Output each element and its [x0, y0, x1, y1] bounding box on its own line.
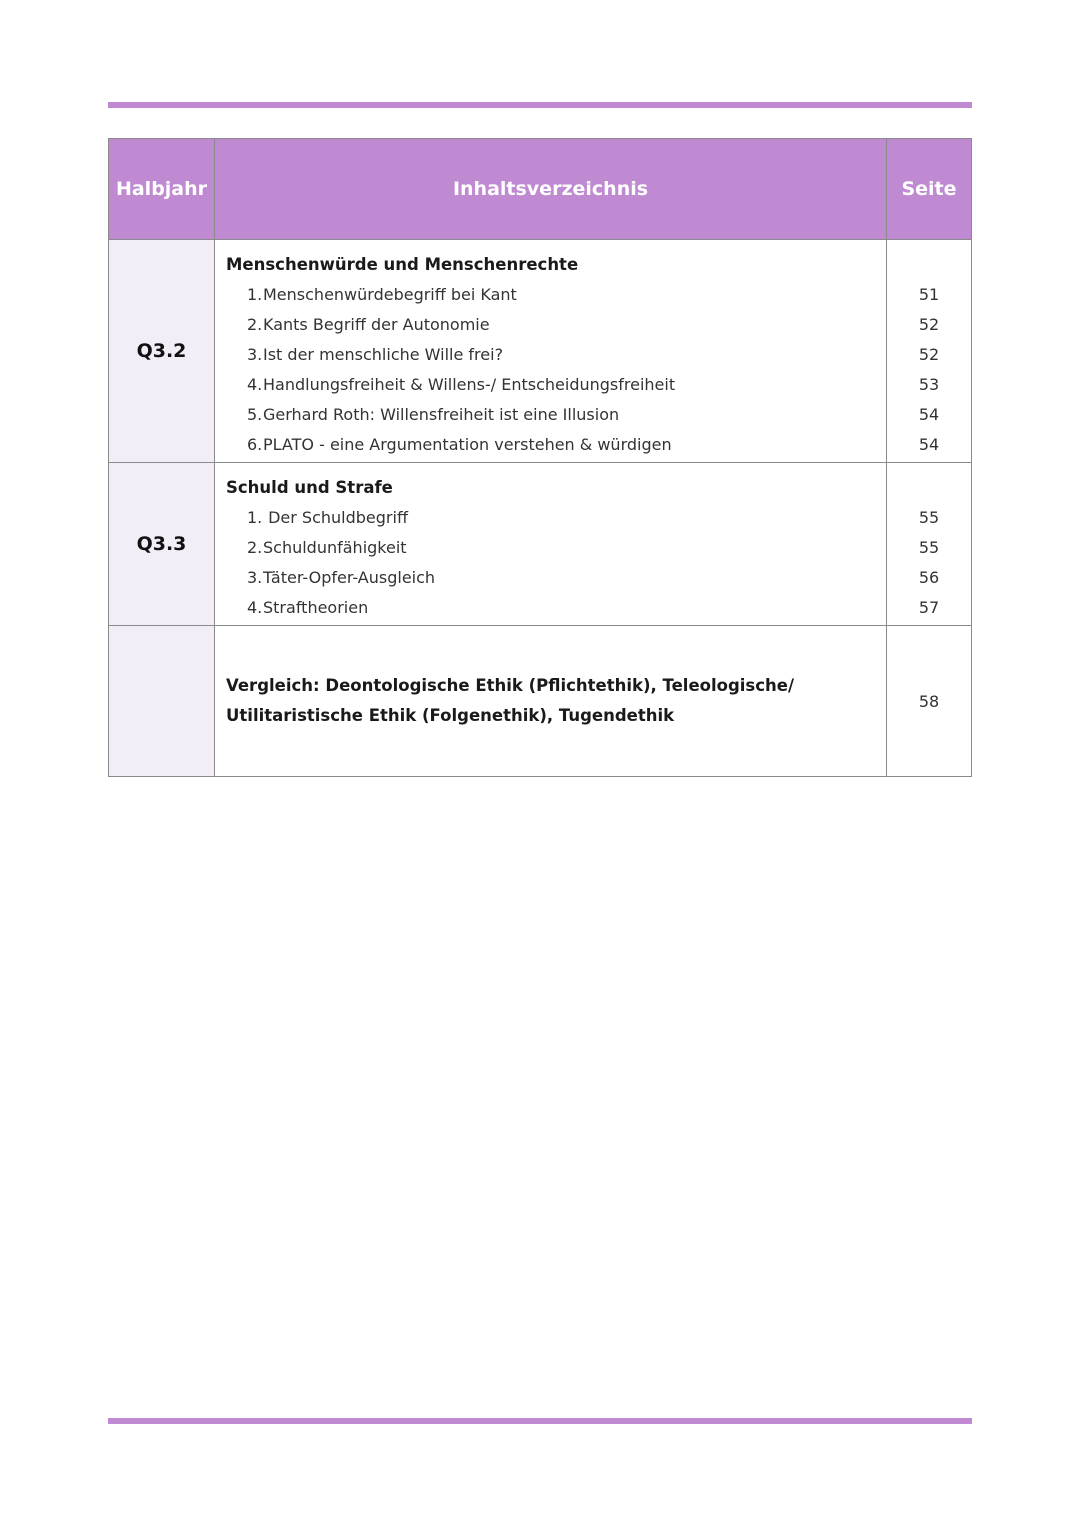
page-number: 52: [918, 315, 940, 334]
page-number: 54: [918, 405, 940, 424]
section-title: Menschenwürde und Menschenrechte: [226, 255, 579, 274]
toc-header-row: [109, 139, 972, 240]
header-seite: Seite: [887, 139, 972, 240]
toc-item: 4.Straftheorien: [247, 598, 369, 617]
section-title: Schuld und Strafe: [226, 478, 393, 497]
page-number: 58: [887, 626, 972, 777]
section-content: [215, 463, 887, 626]
page-number: 55: [918, 508, 940, 527]
halbjahr-cell: [109, 626, 215, 777]
page-number: 54: [918, 435, 940, 454]
header-inhaltsverzeichnis: Inhaltsverzeichnis: [215, 139, 887, 240]
top-divider: [108, 102, 972, 108]
toc-item: 2.Schuldunfähigkeit: [247, 538, 407, 557]
toc-table: [108, 138, 972, 777]
halbjahr-cell: Q3.3: [109, 463, 215, 626]
halbjahr-cell: Q3.2: [109, 240, 215, 463]
page-number: 56: [918, 568, 940, 587]
toc-item: 4.Handlungsfreiheit & Willens-/ Entscheidungsfreiheit: [247, 375, 676, 394]
toc-item: 5.Gerhard Roth: Willensfreiheit ist eine Illusion: [247, 405, 620, 424]
section-content: [215, 240, 887, 463]
toc-item: 1.Menschenwürdebegriff bei Kant: [247, 285, 517, 304]
bottom-divider: [108, 1418, 972, 1424]
toc-item: 3.Täter-Opfer-Ausgleich: [247, 568, 436, 587]
page-number: 53: [918, 375, 940, 394]
header-halbjahr: Halbjahr: [109, 139, 215, 240]
page-number: 55: [918, 538, 940, 557]
section-content: [215, 626, 887, 777]
section-row-q32: [109, 240, 972, 463]
page-number: 52: [918, 345, 940, 364]
toc-item: 6.PLATO - eine Argumentation verstehen & würdigen: [247, 435, 672, 454]
section-row-q33: [109, 463, 972, 626]
toc-item: 3.Ist der menschliche Wille frei?: [247, 345, 504, 364]
section-row-final: [109, 626, 972, 777]
final-entry: Vergleich: Deontologische Ethik (Pflichtethik), Teleologische/ Utilitaristische Ethik (Folgenethik), Tugendethik: [226, 676, 794, 725]
page-number: 57: [918, 598, 940, 617]
page-number: 51: [918, 285, 940, 304]
toc-item: 1. Der Schuldbegriff: [247, 508, 408, 527]
page-numbers: [887, 463, 972, 626]
toc-item: 2.Kants Begriff der Autonomie: [247, 315, 490, 334]
page-numbers: [887, 240, 972, 463]
